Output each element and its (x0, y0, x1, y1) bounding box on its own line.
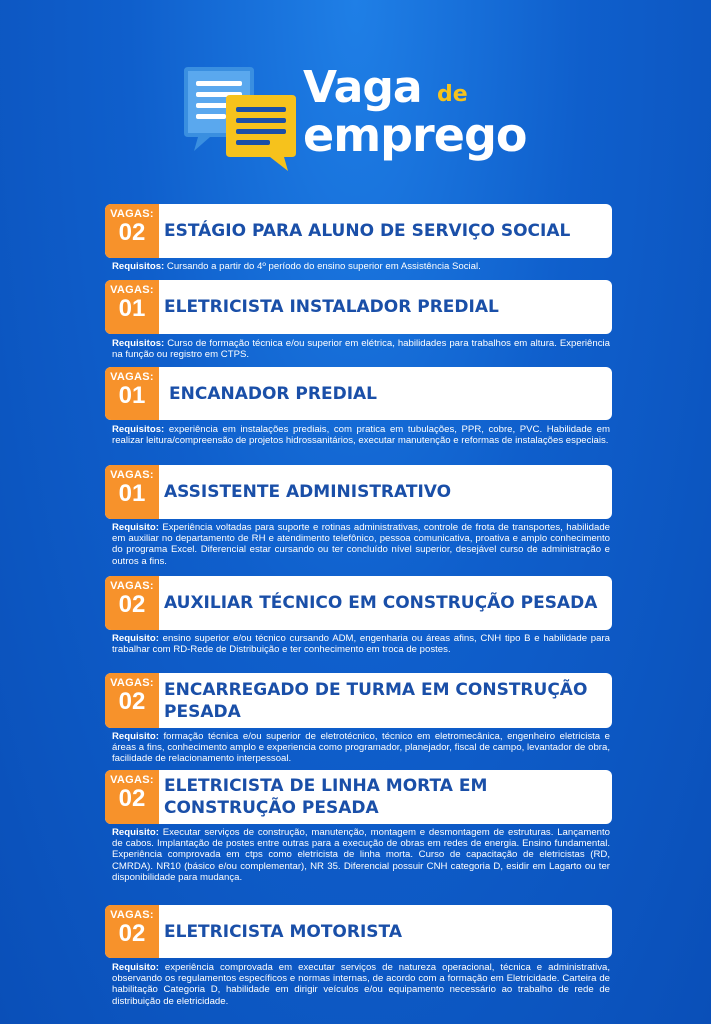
job-requirements (112, 522, 610, 567)
job-title: ENCANADOR PREDIAL (169, 383, 378, 404)
title-de: de (437, 82, 468, 107)
job-title: ASSISTENTE ADMINISTRATIVO (164, 482, 452, 502)
job-title: AUXILIAR TÉCNICO EM CONSTRUÇÃO PESADA (164, 593, 598, 613)
requirements-text: formação técnica e/ou superior de eletrotécnico, técnico em eletromecânica, engenheiro eletricista e áreas a fins, conhecimento amplo e experiencia como programador, planejador, fiscal de campo, levantador de obra, facilidade de relacionamento interpessoal. (112, 731, 610, 765)
vagas-count: 01 (118, 295, 146, 322)
vagas-count: 02 (118, 591, 146, 618)
vagas-count: 01 (118, 480, 146, 507)
job-requirements (112, 424, 610, 446)
requirements-text: ensino superior e/ou técnico cursando ADM, engenharia ou áreas afins, CNH tipo B e habilidade para trabalhar com RD-Rede de Distribuição e ter conhecimento em troca de postes. (112, 633, 610, 656)
vagas-label: VAGAS: (110, 469, 154, 481)
requirements-label: Requisito: (112, 633, 159, 644)
job-title: ESTÁGIO PARA ALUNO DE SERVIÇO SOCIAL (164, 221, 571, 241)
job-requirements (112, 261, 610, 272)
vagas-badge (105, 673, 159, 728)
vagas-label: VAGAS: (110, 774, 154, 786)
job-requirements (112, 827, 610, 883)
requirements-label: Requisitos: (112, 261, 165, 272)
vagas-badge (105, 367, 159, 420)
vagas-label: VAGAS: (110, 371, 154, 383)
vagas-label: VAGAS: (110, 677, 154, 689)
requirements-label: Requisito: (112, 962, 159, 973)
documents-chat-icon (180, 65, 300, 175)
vagas-count: 02 (118, 785, 146, 812)
vagas-label: VAGAS: (110, 909, 154, 921)
vagas-count: 02 (118, 219, 146, 246)
vagas-label: VAGAS: (110, 580, 154, 592)
vagas-count: 01 (118, 382, 146, 409)
requirements-text: Experiência voltadas para suporte e rotinas administrativas, controle de frota de transportes, habilidade em auxiliar no departamento de RH e atendimento telefônico, pessoa comunicativa, proativa e amplo conhecimento do programa Excel. Diferencial estar cursando ou ter concluído nível superior, desejável curso de administração e outros a fins. (112, 522, 610, 567)
vagas-badge (105, 465, 159, 519)
job-requirements (112, 731, 610, 765)
requirements-text: experiência comprovada em executar serviços de natureza operacional, técnica e administrativa, observando os regulamentos específicos e normas internas, de acordo com a formação em Eletricidade. Carteira de habilitação Categoria D, habilidade em dirigir veículos e/ou equipamento necessário ao trabalho de rede de distribuição de eletricidade. (112, 962, 610, 1007)
job-title: ELETRICISTA MOTORISTA (164, 921, 402, 942)
requirements-label: Requisito: (112, 522, 159, 533)
job-requirements (112, 633, 610, 655)
vagas-count: 02 (118, 920, 146, 947)
job-requirements (112, 338, 610, 360)
vagas-count: 02 (118, 688, 146, 715)
job-title: ENCARREGADO DE TURMA EM CONSTRUÇÃO PESADA (164, 679, 588, 722)
requirements-label: Requisitos: (112, 338, 165, 349)
requirements-text: Executar serviços de construção, manutenção, montagem e desmontagem de estruturas. Lançamento de cabos. Implantação de postes entre outras para a execução de obras em redes de energia. Ensino fundamental. Experiência comprovada em ctps como eletricista de linha morta. Curso de capacitação de eletricistas (RD, CMRDA). NR10 (básico e/ou complementar), NR 35. Diferencial possuir CNH categoria D, esidir em Lagarto ou ter disponibilidade para mudança. (112, 827, 610, 883)
vagas-label: VAGAS: (110, 284, 154, 296)
job-requirements (112, 962, 610, 1007)
header (0, 0, 711, 200)
requirements-text: Curso de formação técnica e/ou superior em elétrica, habilidades para trabalhos em altura. Experiência na função ou registro em CTPS. (112, 338, 610, 361)
requirements-label: Requisitos: (112, 424, 165, 435)
job-title: ELETRICISTA INSTALADOR PREDIAL (164, 297, 499, 317)
requirements-label: Requisito: (112, 731, 159, 742)
title-emprego: emprego (303, 108, 527, 162)
vagas-label: VAGAS: (110, 208, 154, 220)
title-vaga: Vaga (303, 62, 422, 113)
requirements-text: Cursando a partir do 4º período do ensino superior em Assistência Social. (166, 261, 481, 272)
job-title: ELETRICISTA DE LINHA MORTA EM CONSTRUÇÃO PESADA (164, 776, 488, 818)
vagas-badge (105, 576, 159, 630)
vagas-badge (105, 204, 159, 258)
requirements-label: Requisito: (112, 827, 159, 838)
requirements-text: experiência em instalações prediais, com pratica em tubulações, PPR, cobre, PVC. Habilidade em realizar leitura/compreensão de projetos hidrossanitários, executar manutenção e reformas de instalações especiais. (112, 424, 610, 447)
vagas-badge (105, 280, 159, 334)
vagas-badge (105, 770, 159, 824)
vagas-badge (105, 905, 159, 958)
